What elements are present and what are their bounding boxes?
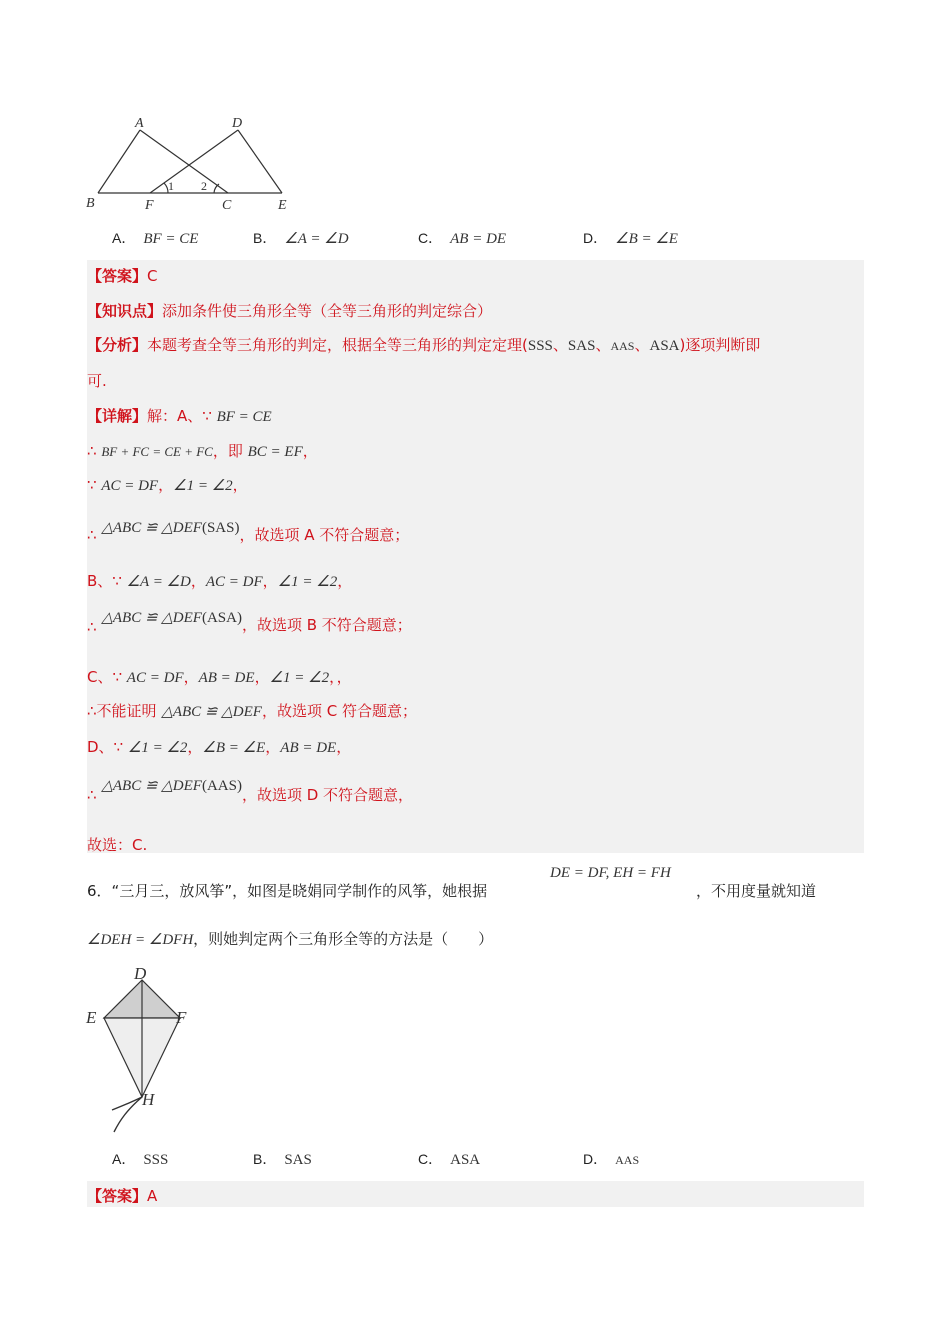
label-B: B bbox=[86, 196, 95, 211]
q6-stem: 6．“三月三，放风筝”，如图是晓娟同学制作的风筝，她根据 bbox=[87, 882, 488, 900]
q6-option-a[interactable] bbox=[112, 1149, 168, 1169]
kite-label-D: D bbox=[134, 964, 147, 983]
detail-c1: C、∵ AC = DF，AB = DE，∠1 = ∠2，， bbox=[87, 668, 352, 686]
q6-stem-3: ∠DEH = ∠DFH，则她判定两个三角形全等的方法是（ ） bbox=[87, 930, 494, 948]
triangle-figure bbox=[80, 110, 300, 215]
option-label: A． bbox=[112, 230, 136, 246]
q6-answer: 【答案】A bbox=[87, 1187, 158, 1205]
detail-d2: ∴ △ABC ≌ △DEF(AAS)，故选项 D 不符合题意， bbox=[87, 778, 414, 804]
angle-1: 1 bbox=[168, 179, 174, 193]
kite-figure bbox=[82, 960, 212, 1135]
label-E: E bbox=[278, 198, 287, 213]
label-A: A bbox=[135, 116, 144, 131]
q5-option-d[interactable] bbox=[583, 228, 678, 248]
final-answer: 故选：C. bbox=[87, 836, 148, 854]
angle-2: 2 bbox=[201, 179, 207, 193]
option-label: C． bbox=[418, 1151, 443, 1167]
option-value: BF = CE bbox=[143, 231, 199, 247]
option-label: D． bbox=[583, 1151, 608, 1167]
kite-label-E: E bbox=[86, 1008, 97, 1027]
q6-stem-2: ，不用度量就知道 bbox=[696, 882, 817, 900]
option-label: A． bbox=[112, 1151, 136, 1167]
analysis-line: 【分析】本题考查全等三角形的判定，根据全等三角形的判定定理(SSS、SAS、AAS、ASA)逐项判断即 bbox=[87, 336, 761, 354]
option-label: B． bbox=[253, 1151, 277, 1167]
option-value: SSS bbox=[143, 1152, 169, 1168]
detail-a4: ∴ △ABC ≌ △DEF(SAS)，故选项 A 不符合题意； bbox=[87, 520, 410, 544]
option-value: ∠A = ∠D bbox=[284, 231, 349, 247]
q6-option-b[interactable] bbox=[253, 1149, 312, 1169]
option-value: AAS bbox=[615, 1153, 640, 1167]
option-value: SAS bbox=[284, 1152, 312, 1168]
detail-b2: ∴ △ABC ≌ △DEF(ASA)，故选项 B 不符合题意； bbox=[87, 610, 412, 636]
option-label: D． bbox=[583, 230, 608, 246]
knowledge-line: 【知识点】添加条件使三角形全等（全等三角形的判定综合） bbox=[87, 302, 493, 320]
detail-a2: ∴ BF + FC = CE + FC，即 BC = EF， bbox=[87, 442, 318, 460]
option-value: ASA bbox=[450, 1152, 481, 1168]
q5-option-b[interactable] bbox=[253, 228, 349, 248]
label-C: C bbox=[222, 198, 232, 213]
option-label: B． bbox=[253, 230, 277, 246]
q6-answer-panel bbox=[87, 1181, 864, 1207]
option-label: C． bbox=[418, 230, 443, 246]
q6-option-c[interactable] bbox=[418, 1149, 480, 1169]
option-value: ∠B = ∠E bbox=[615, 231, 678, 247]
q6-option-d[interactable] bbox=[583, 1149, 639, 1169]
detail-d1: D、∵ ∠1 = ∠2，∠B = ∠E，AB = DE， bbox=[87, 738, 352, 756]
q6-condition: DE = DF, EH = FH bbox=[550, 865, 671, 881]
detail-a3: ∵ AC = DF，∠1 = ∠2， bbox=[87, 476, 248, 494]
detail-b1: B、∵ ∠A = ∠D，AC = DF，∠1 = ∠2， bbox=[87, 572, 353, 590]
label-D: D bbox=[232, 116, 243, 131]
detail-c2: ∴不能证明 △ABC ≌ △DEF，故选项 C 符合题意； bbox=[87, 702, 417, 720]
label-F: F bbox=[145, 198, 154, 213]
kite-label-F: F bbox=[176, 1008, 187, 1027]
kite-label-H: H bbox=[142, 1090, 155, 1109]
analysis-line-2: 可. bbox=[87, 372, 107, 390]
q5-option-c[interactable] bbox=[418, 228, 506, 248]
option-value: AB = DE bbox=[450, 231, 507, 247]
detail-line: 【详解】解：A、∵ BF = CE bbox=[87, 407, 272, 425]
q5-option-a[interactable] bbox=[112, 228, 198, 248]
answer-line: 【答案】C bbox=[87, 267, 158, 285]
